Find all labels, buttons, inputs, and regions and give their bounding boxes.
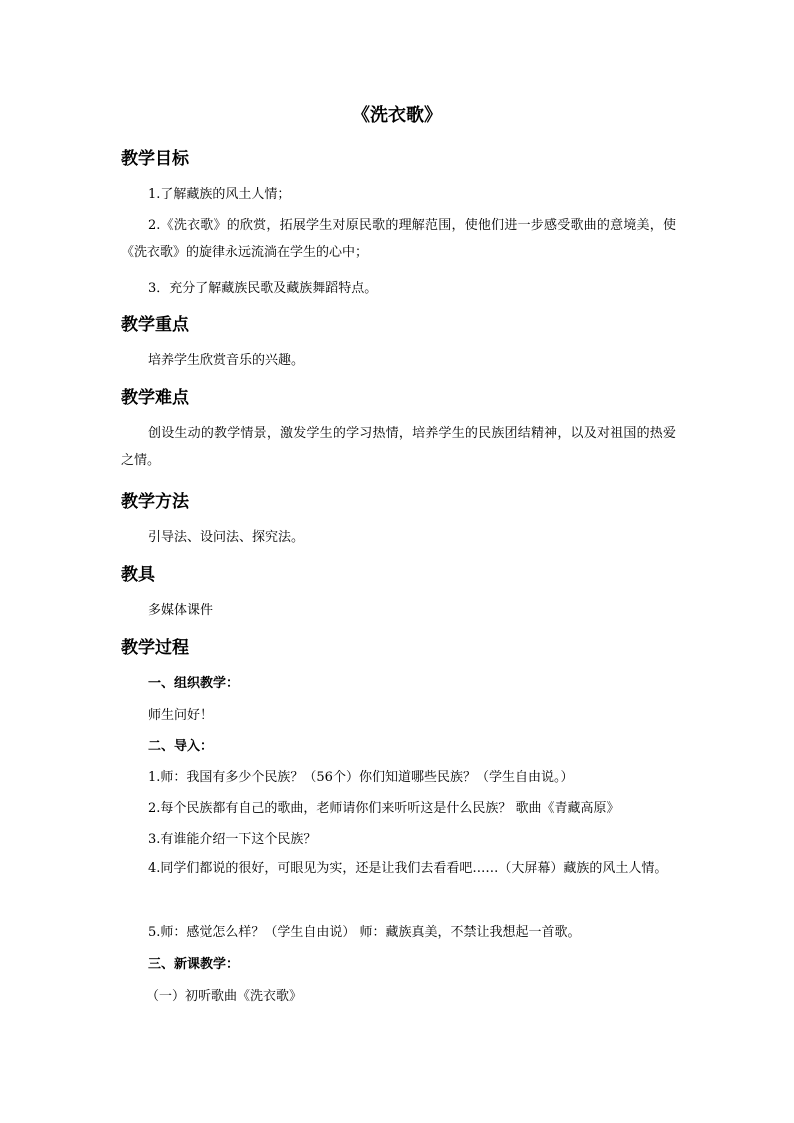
process-step2-item-5: 5.师：感觉怎么样？（学生自由说） 师：藏族真美，不禁让我想起一首歌。 — [148, 925, 581, 940]
process-step3-title: 三、新课教学： — [148, 957, 240, 972]
process-step1-text: 师生问好！ — [148, 708, 214, 723]
heading-key-points: 教学重点 — [121, 315, 189, 335]
process-step2-title: 二、导入： — [148, 739, 214, 754]
objective-item-2: 2.《洗衣歌》的欣赏，拓展学生对原民歌的理解范围，使他们进一步感受歌曲的意境美，使《洗衣歌》的旋律永远流淌在学生的心中； — [121, 218, 676, 260]
objective-item-3: 3．充分了解藏族民歌及藏族舞蹈特点。 — [148, 281, 378, 296]
heading-tools: 教具 — [121, 565, 155, 585]
process-step2-item-3: 3.有谁能介绍一下这个民族？ — [148, 832, 317, 847]
heading-objectives: 教学目标 — [121, 149, 189, 169]
process-step3-sub: （一）初听歌曲《洗衣歌》 — [146, 989, 303, 1004]
difficulties-text: 创设生动的教学情景，激发学生的学习热情，培养学生的民族团结精神，以及对祖国的热爱之情。 — [121, 426, 676, 468]
tools-text: 多媒体课件 — [148, 603, 214, 618]
objective-item-1: 1.了解藏族的风土人情； — [148, 187, 291, 202]
methods-text: 引导法、设问法、探究法。 — [148, 530, 305, 545]
key-points-text: 培养学生欣赏音乐的兴趣。 — [148, 353, 305, 368]
heading-difficulties: 教学难点 — [121, 388, 189, 408]
document-title: 《洗衣歌》 — [352, 105, 442, 126]
heading-methods: 教学方法 — [121, 492, 189, 512]
process-step2-item-4: 4.同学们都说的很好，可眼见为实，还是让我们去看看吧……（大屏幕）藏族的风土人情。 — [148, 861, 668, 876]
heading-process: 教学过程 — [121, 638, 189, 658]
process-step2-item-2: 2.每个民族都有自己的歌曲，老师请你们来听听这是什么民族？ 歌曲《青藏高原》 — [148, 801, 620, 816]
process-step2-item-1: 1.师：我国有多少个民族？（56个）你们知道哪些民族？（学生自由说。） — [148, 770, 574, 785]
process-step1-title: 一、组织教学： — [148, 676, 240, 691]
